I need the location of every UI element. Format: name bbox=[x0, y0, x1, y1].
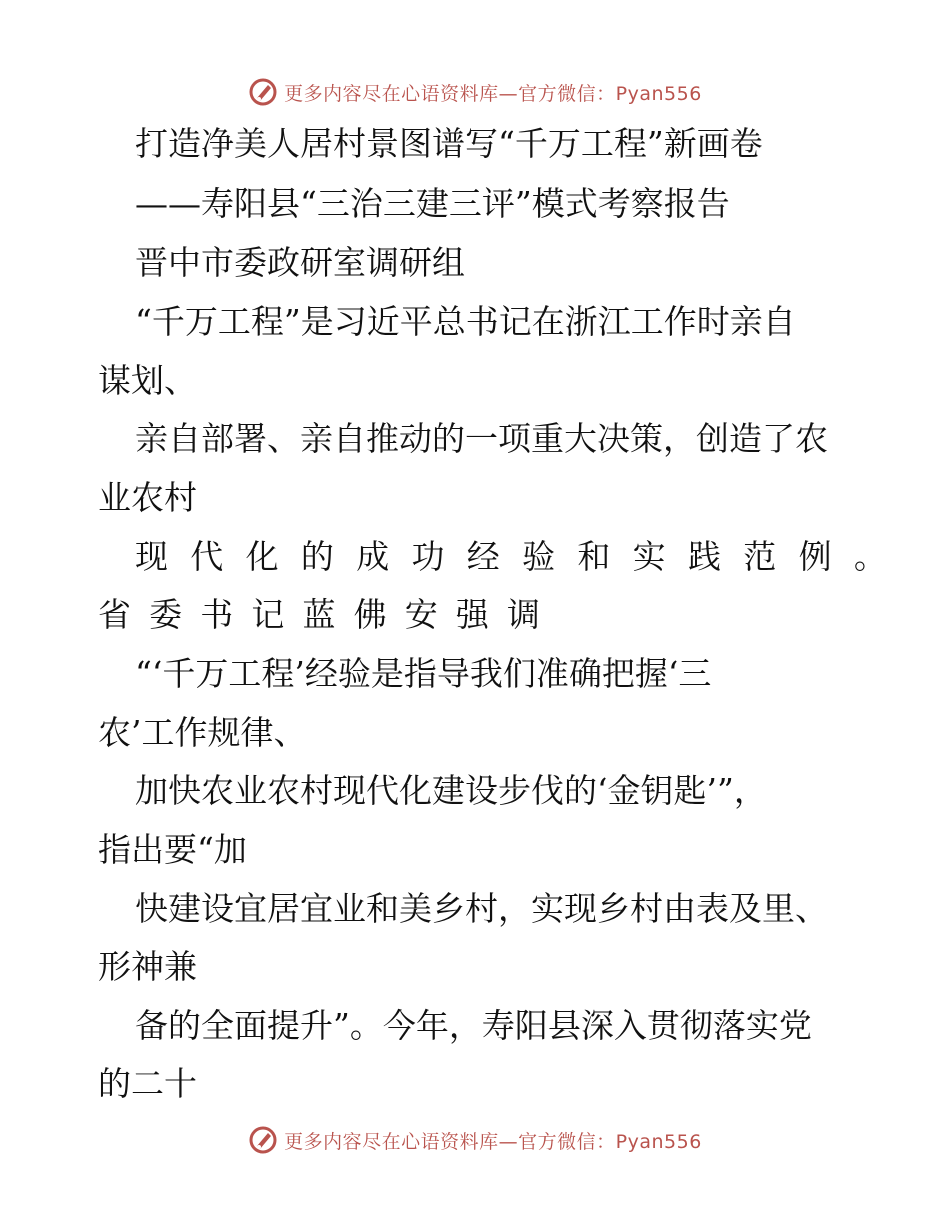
glyph: 调 bbox=[507, 595, 540, 634]
glyph: 蓝 bbox=[302, 595, 336, 634]
glyph: 省 bbox=[98, 595, 131, 634]
document-subtitle: ——寿阳县“三治三建三评”模式考察报告 bbox=[135, 184, 730, 223]
watermark-text: 更多内容尽在心语资料库—官方微信：Pyan556 bbox=[284, 1130, 702, 1153]
pen-nib-logo-icon bbox=[248, 1125, 278, 1155]
glyph: 记 bbox=[251, 595, 285, 634]
glyph: 和 bbox=[577, 537, 611, 576]
glyph: 委 bbox=[149, 595, 183, 634]
glyph: 现 bbox=[135, 537, 168, 576]
glyph: 例 bbox=[798, 537, 832, 576]
glyph: 书 bbox=[200, 595, 234, 634]
paragraph-line-justified bbox=[135, 537, 887, 577]
glyph: 范 bbox=[743, 537, 777, 576]
glyph: 代 bbox=[190, 537, 224, 576]
document-author: 晋中市委政研室调研组 bbox=[135, 243, 465, 282]
spread-line bbox=[135, 537, 887, 577]
header-watermark bbox=[0, 72, 950, 112]
paragraph-line: 备的全面提升”。今年，寿阳县深入贯彻落实党 bbox=[135, 1006, 812, 1045]
spread-line bbox=[98, 595, 540, 635]
footer-watermark bbox=[0, 1120, 950, 1160]
paragraph-line: “千万工程”是习近平总书记在浙江工作时亲自 bbox=[135, 302, 796, 341]
glyph: 验 bbox=[522, 537, 556, 576]
paragraph-line: 农’工作规律、 bbox=[98, 713, 307, 752]
paragraph-line: 加快农业农村现代化建设步伐的‘金钥匙’”， bbox=[135, 771, 767, 810]
watermark-text: 更多内容尽在心语资料库—官方微信：Pyan556 bbox=[284, 82, 702, 105]
document-title: 打造净美人居村景图谱写“千万工程”新画卷 bbox=[135, 124, 763, 163]
paragraph-line: 快建设宜居宜业和美乡村，实现乡村由表及里、 bbox=[135, 889, 828, 928]
glyph: 功 bbox=[411, 537, 445, 576]
paragraph-line-justified bbox=[98, 595, 540, 635]
paragraph-line: 业农村 bbox=[98, 478, 197, 517]
paragraph-line: 形神兼 bbox=[98, 947, 197, 986]
glyph: 。 bbox=[853, 537, 887, 576]
paragraph-line: “‘千万工程’经验是指导我们准确把握‘三 bbox=[135, 654, 712, 693]
glyph: 佛 bbox=[353, 595, 387, 634]
glyph: 化 bbox=[245, 537, 279, 576]
glyph: 安 bbox=[404, 595, 438, 634]
glyph: 践 bbox=[687, 537, 721, 576]
paragraph-line: 指出要“加 bbox=[98, 830, 247, 869]
pen-nib-logo-icon bbox=[248, 77, 278, 107]
paragraph-line: 亲自部署、亲自推动的一项重大决策，创造了农 bbox=[135, 419, 828, 458]
glyph: 强 bbox=[455, 595, 489, 634]
glyph: 经 bbox=[466, 537, 500, 576]
paragraph-line: 谋划、 bbox=[98, 361, 197, 400]
glyph: 实 bbox=[632, 537, 666, 576]
glyph: 的 bbox=[300, 537, 334, 576]
glyph: 成 bbox=[356, 537, 390, 576]
paragraph-line: 的二十 bbox=[98, 1064, 197, 1103]
